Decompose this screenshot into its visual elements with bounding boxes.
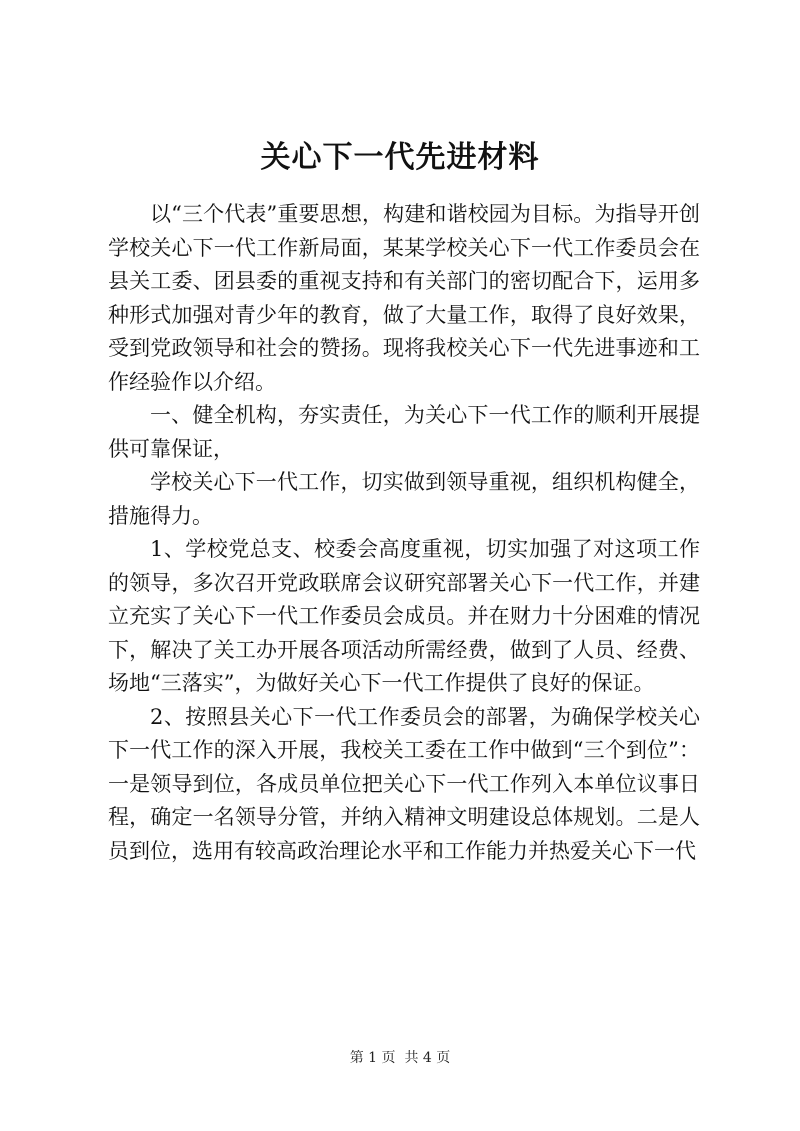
paragraph-item-1: 1、学校党总支、校委会高度重视，切实加强了对这项工作的领导，多次召开党政联席会议研究部署关心下一代工作，并建立充实了关心下一代工作委员会成员。并在财力十分困难的情况下，解决了关工办开展各项活动所需经费，做到了人员、经费、场地“三落实”，为做好关心下一代工作提供了良好的保证。 xyxy=(108,537,700,695)
paragraph-item-2: 2、按照县关心下一代工作委员会的部署，为确保学校关心下一代工作的深入开展，我校关工委在工作中做到“三个到位”：一是领导到位，各成员单位把关心下一代工作列入本单位议事日程，确定一名领导分管，并纳入精神文明建设总体规划。二是人员到位，选用有较高政治理论水平和工作能力并热爱关心下一代 xyxy=(108,704,700,863)
paragraph-section-summary: 学校关心下一代工作，切实做到领导重视，组织机构健全，措施得力。 xyxy=(108,470,700,528)
document-body xyxy=(108,198,700,868)
paragraph-section-heading: 一、健全机构，夯实责任，为关心下一代工作的顺利开展提供可靠保证， xyxy=(108,403,700,461)
page-number-label: 第 1 页 共 4 页 xyxy=(349,1050,451,1066)
page-footer xyxy=(0,1048,800,1068)
document-title: 关心下一代先进材料 xyxy=(260,140,540,175)
paragraph-intro: 以“三个代表”重要思想，构建和谐校园为目标。为指导开创学校关心下一代工作新局面，某某学校关心下一代工作委员会在县关工委、团县委的重视支持和有关部门的密切配合下，运用多种形式加强对青少年的教育，做了大量工作，取得了良好效果，受到党政领导和社会的赞扬。现将我校关心下一代先进事迹和工作经验作以介绍。 xyxy=(108,202,700,394)
